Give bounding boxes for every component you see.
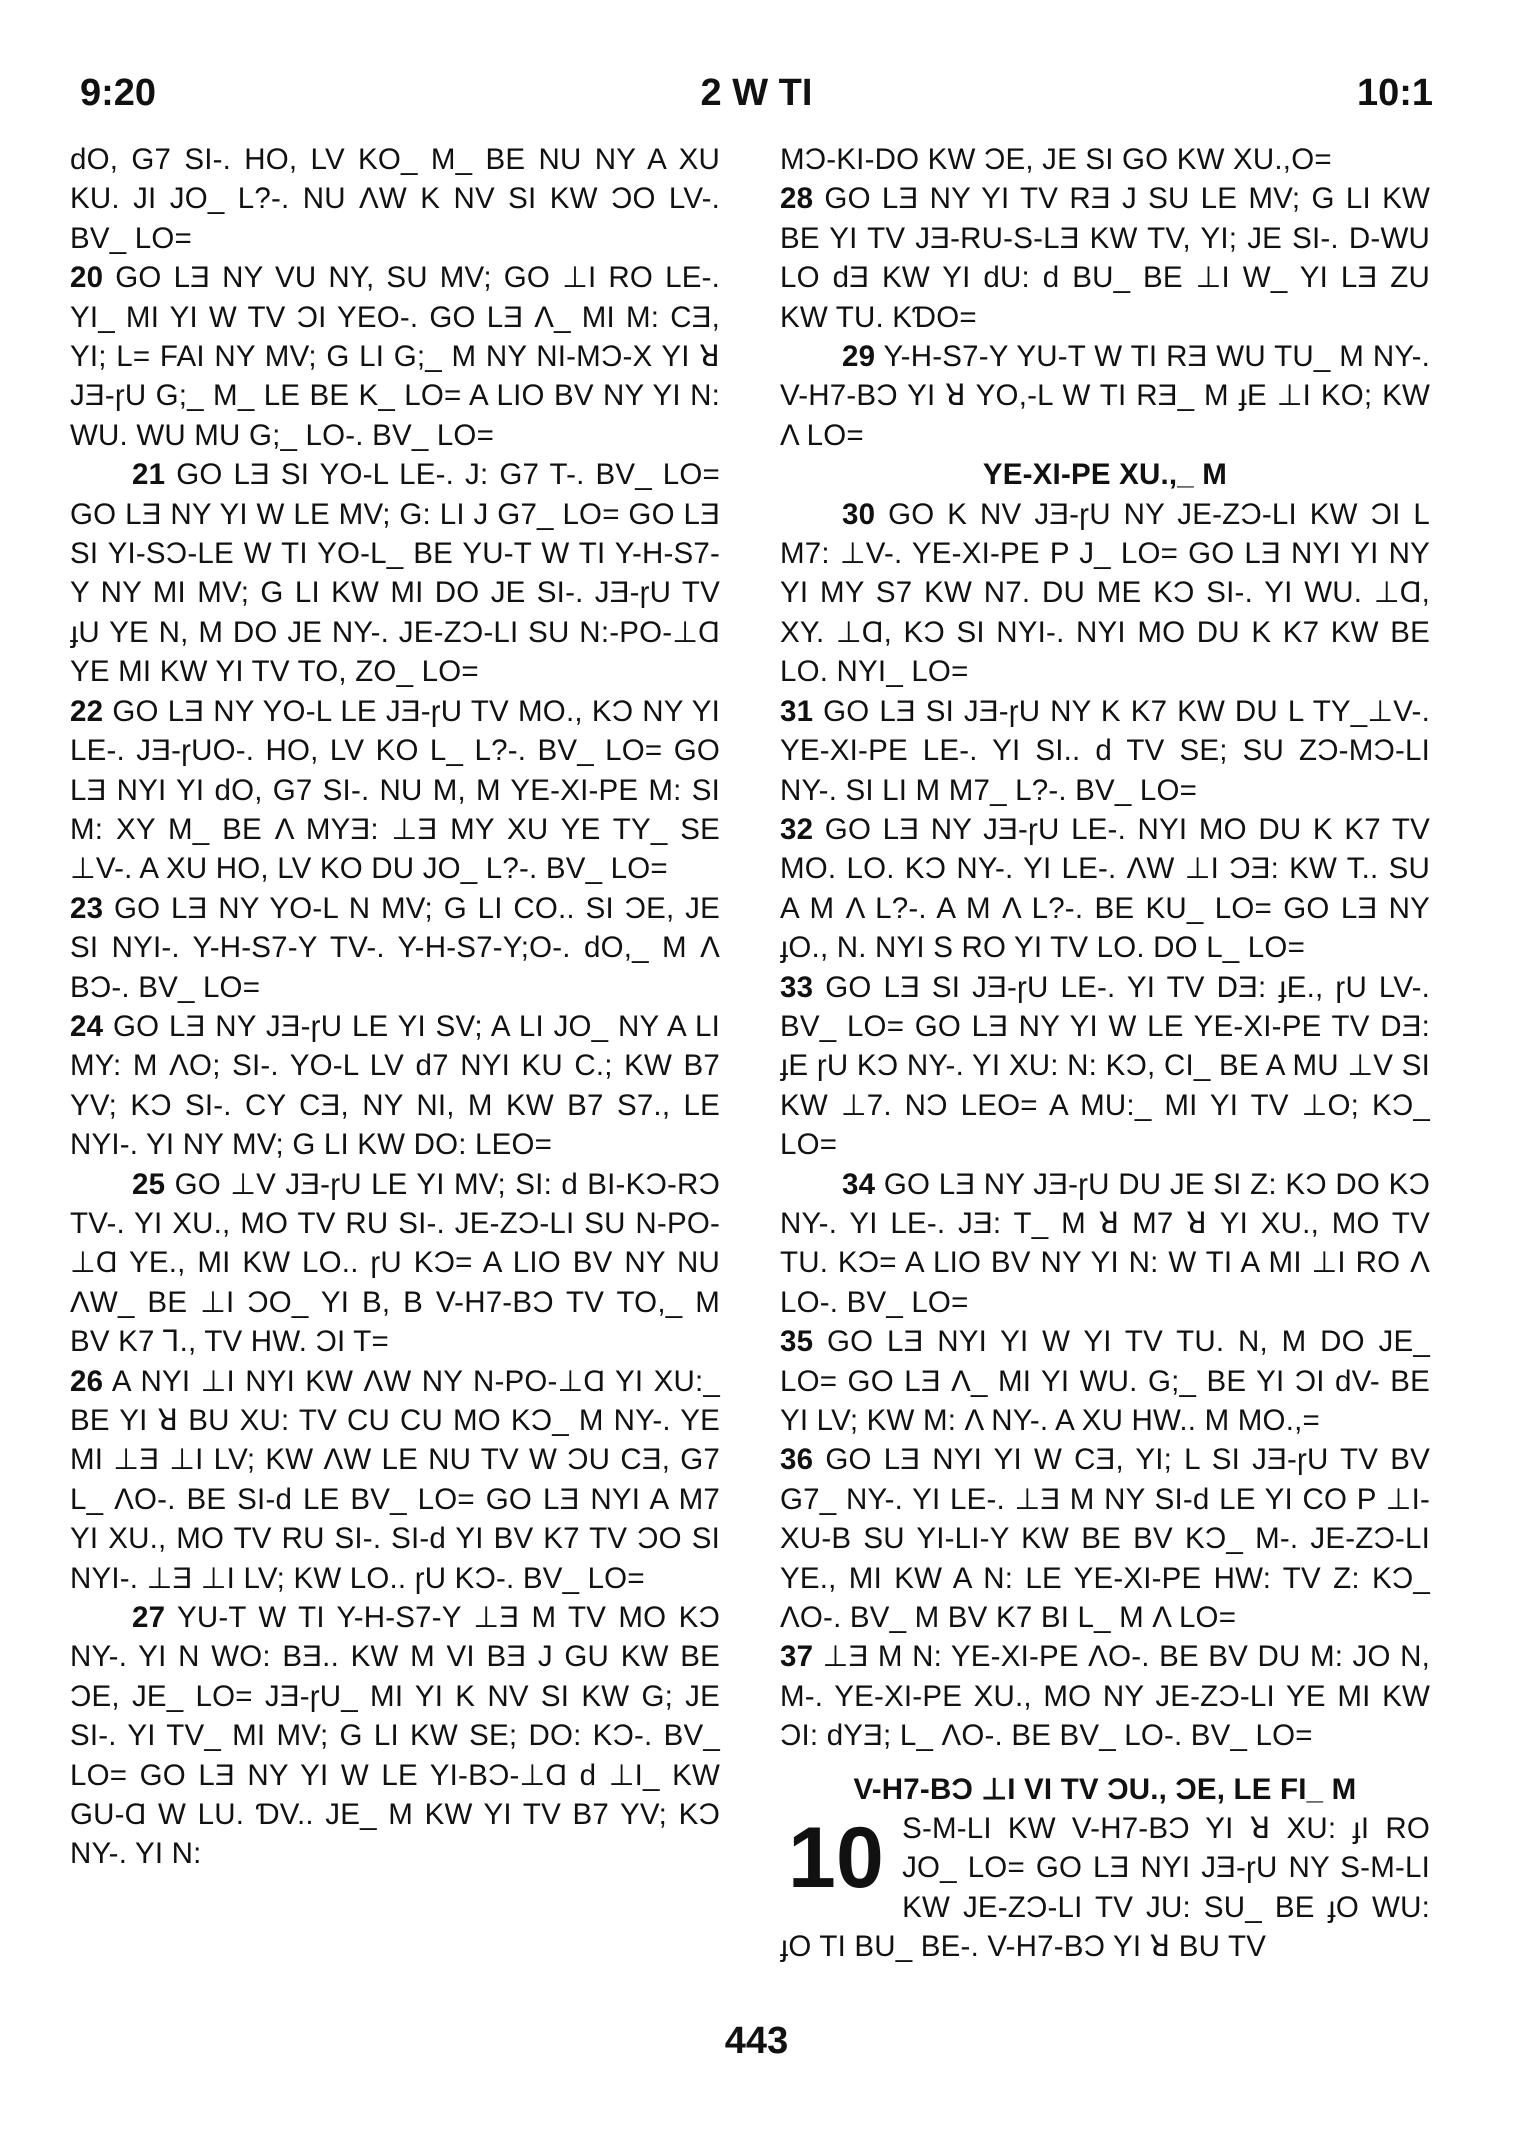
verse-number: 28 [780,182,814,216]
verse-paragraph [780,337,1430,455]
header-chapter-verse-start: 9:20 [80,72,157,114]
verse-text: Y-H-S7-Y YU-T W TI RƎ WU TU_ M NY-. V-H7-BƆ YI ꓤ YO,-L W TI RƎ_ M ɟE ⊥I KO; KW Λ LO= [780,340,1430,452]
verse-paragraph [70,1007,720,1165]
verse-paragraph [780,1440,1430,1637]
running-header [80,72,1433,122]
verse-paragraph [780,495,1430,692]
left-text-column [70,140,720,1874]
right-column-verses-main [780,495,1430,1756]
verse-text: YU-T W TI Y-H-S7-Y ⊥Ǝ M TV MO KƆ NY-. YI N WO: BƎ.. KW M VI BƎ J GU KW BE ƆE, JE_ LO= JƎ-ɼU_ MI YI K NV SI KW G; JE SI-. YI TV_ MI MV; G LI KW SE; DO: KƆ-. BV_ LO= GO LƎ NY YI W LE YI-BƆ-⊥Ɑ d ⊥I_ KW GU-Ɑ W LU. ƊV.. JE_ M KW YI TV B7 YV; KƆ NY-. YI N: [70,1601,720,1871]
verse-paragraph [70,889,720,1007]
verse-text: GO LƎ NY YO-L LE JƎ-ɼU TV MO., KƆ NY YI LE-. JƎ-ɼUO-. HO, LV KO L_ L?-. BV_ LO= GO LƎ NYI YI dO, G7 SI-. NU M, M YE-XI-PE M: SI M: XY M_ BE Λ MYƎ: ⊥Ǝ MY XU YE TY_ SE ⊥V-. A XU HO, LV KO DU JO_ L?-. BV_ LO= [70,694,720,886]
verse-number: 25 [132,1167,166,1201]
chapter-first-verse: S-M-LI KW V-H7-BƆ YI ꓤ XU: ɟI RO JO_ LO= GO LƎ NYI JƎ-ɼU NY S-M-LI KW JE-ZƆ-LI TV JU: SU_ BE ɟO WU: ɟO TI BU_ BE-. V-H7-BƆ YI ꓤ BU TV [780,1812,1430,1964]
verse-text: dO, G7 SI-. HO, LV KO_ M_ BE NU NY A XU KU. JI JO_ L?-. NU ΛW K NV SI KW ƆO LV-. BV_ LO= [70,143,720,255]
verse-paragraph [780,692,1430,810]
right-text-column [780,140,1430,1967]
verse-text: MƆ-KI-DO KW ƆE, JE SI GO KW XU.,O= [780,143,1332,176]
verse-text: GO LƎ NY JƎ-ɼU DU JE SI Z: KƆ DO KƆ NY-. YI LE-. JƎ: T_ M ꓤ M7 ꓤ YI XU., MO TV TU. KƆ= A LIO BV NY YI N: W TI A MI ⊥I RO Λ LO-. BV_ LO= [780,1167,1430,1319]
verse-number: 29 [842,340,876,374]
verse-paragraph [70,455,720,691]
verse-text: A NYI ⊥I NYI KW ΛW NY N-PO-⊥Ɑ YI XU:_ BE YI ꓤ BU XU: TV CU CU MO KƆ_ M NY-. YE MI ⊥Ǝ ⊥I LV; KW ΛW LE NU TV W ƆU CƎ, G7 L_ ΛO-. BE SI-d LE BV_ LO= GO LƎ NYI A M7 YI XU., MO TV RU SI-. SI-d YI BV K7 TV ƆO SI NYI-. ⊥Ǝ ⊥I LV; KW LO.. ɼU KƆ-. BV_ LO= [70,1364,720,1595]
verse-paragraph [780,1165,1430,1323]
verse-paragraph [70,1598,720,1874]
verse-paragraph [780,810,1430,968]
verse-paragraph [780,1637,1430,1755]
verse-number: 22 [70,694,104,728]
verse-text: GO LƎ NY VU NY, SU MV; GO ⊥I RO LE-. YI_ MI YI W TV ƆI YEO-. GO LƎ Λ_ MI M: CƎ, YI; L= FAI NY MV; G LI G;_ M NY NI-MƆ-X YI ꓤ JƎ-ɼU G;_ M_ LE BE K_ LO= A LIO BV NY YI N: WU. WU MU G;_ LO-. BV_ LO= [70,261,720,452]
verse-text: GO LƎ NY JƎ-ɼU LE YI SV; A LI JO_ NY A LI MY: M ΛO; SI-. YO-L LV d7 NYI KU C.; KW B7 YV; KƆ SI-. CY CƎ, NY NI, M KW B7 S7., LE NYI-. YI NY MV; G LI KW DO: LEO= [70,1009,720,1162]
verse-text: ⊥Ǝ M N: YE-XI-PE ΛO-. BE BV DU M: JO N, M-. YE-XI-PE XU., MO NY JE-ZƆ-LI YE MI KW ƆI: dYƎ; L_ ΛO-. BE BV_ LO-. BV_ LO= [780,1640,1430,1753]
verse-text: GO LƎ SI YO-L LE-. J: G7 T-. BV_ LO= GO LƎ NY YI W LE MV; G: LI J G7_ LO= GO LƎ SI YI-SƆ-LE W TI YO-L_ BE YU-T W TI Y-H-S7-Y NY MI MV; G LI KW MI DO JE SI-. JƎ-ɼU TV ɟU YE N, M DO JE NY-. JE-ZƆ-LI SU N:-PO-⊥Ɑ YE MI KW YI TV TO, ZO_ LO= [70,458,720,689]
chapter-start [780,1809,1430,1967]
verse-number: 24 [70,1009,104,1043]
verse-text: GO LƎ NY JƎ-ɼU LE-. NYI MO DU K K7 TV MO. LO. KƆ NY-. YI LE-. ΛW ⊥I ƆƎ: KW T.. SU A M Λ L?-. A M Λ L?-. BE KU_ LO= GO LƎ NY ɟO., N. NYI S RO YI TV LO. DO L_ LO= [780,812,1430,965]
verse-number: 30 [842,497,876,531]
header-book-title: 2 W TI [700,72,813,114]
verse-paragraph [70,1165,720,1362]
verse-text: GO LƎ SI JƎ-ɼU LE-. YI TV DƎ: ɟE., ɼU LV-. BV_ LO= GO LƎ NY YI W LE YE-XI-PE TV DƎ: ɟE ɼU KƆ NY-. YI XU: N: KƆ, CI_ BE A MU ⊥V SI KW ⊥7. NƆ LEO= A MU:_ MI YI TV ⊥O; KƆ_ LO= [780,970,1430,1162]
verse-paragraph [70,692,720,889]
verse-paragraph [70,258,720,455]
verse-number: 34 [842,1167,876,1201]
verse-number: 27 [132,1601,166,1635]
verse-number: 21 [132,458,166,492]
verse-paragraph [70,140,720,258]
verse-number: 35 [780,1325,814,1359]
verse-number: 26 [70,1364,104,1398]
verse-number: 32 [780,812,814,846]
verse-number: 33 [780,970,814,1004]
verse-text: GO LƎ NYI YI W YI TV TU. N, M DO JE_ LO= GO LƎ Λ_ MI YI WU. G;_ BE YI ƆI dV- BE YI LV; KW M: Λ NY-. A XU HW.. M MO.,= [780,1325,1430,1437]
right-column-verses-top [780,140,1430,455]
verse-text: GO LƎ SI JƎ-ɼU NY K K7 KW DU L TY_⊥V-. YE-XI-PE LE-. YI SI.. d TV SE; SU ZƆ-MƆ-LI NY-. SI LI M M7_ L?-. BV_ LO= [780,694,1430,807]
header-chapter-verse-end: 10:1 [1356,72,1433,114]
page-number: 443 [724,2020,789,2062]
verse-number: 20 [70,261,104,295]
verse-number: 23 [70,891,104,925]
verse-paragraph [780,1322,1430,1440]
verse-text: GO LƎ NYI YI W CƎ, YI; L SI JƎ-ɼU TV BV G7_ NY-. YI LE-. ⊥Ǝ M NY SI-d LE YI CO P ⊥I-XU-B SU YI-LI-Y KW BE BV KƆ_ M-. JE-ZƆ-LI YE., MI KW A N: LE YE-XI-PE HW: TV Z: KƆ_ ΛO-. BV_ M BV K7 BI L_ M Λ LO= [780,1443,1430,1635]
verse-paragraph [780,968,1430,1165]
verse-number: 36 [780,1443,814,1477]
verse-text: GO ⊥V JƎ-ɼU LE YI MV; SI: d BI-KƆ-RƆ TV-. YI XU., MO TV RU SI-. JE-ZƆ-LI SU N-PO-⊥Ɑ YE., MI KW LO.. ɼU KƆ= A LIO BV NY NU ΛW_ BE ⊥I ƆO_ YI B, B V-H7-BƆ TV TO,_ M BV K7 ⅂., TV HW. ƆI T= [70,1167,720,1359]
verse-text: GO LƎ NY YI TV RƎ J SU LE MV; G LI KW BE YI TV JƎ-RU-S-LƎ KW TV, YI; JE SI-. D-WU LO dƎ KW YI dU: d BU_ BE ⊥I W_ YI LƎ ZU KW TU. KƊO= [780,182,1430,334]
verse-text: GO LƎ NY YO-L N MV; G LI CO.. SI ƆE, JE SI NYI-. Y-H-S7-Y TV-. Y-H-S7-Y;O-. dO,_ M Λ BƆ-. BV_ LO= [70,891,720,1004]
chapter-number: 10 [788,1810,885,1907]
section-heading: YE-XI-PE XU.,_ M [982,458,1228,492]
verse-paragraph [780,140,1430,179]
verse-text: GO K NV JƎ-ɼU NY JE-ZƆ-LI KW ƆI L M7: ⊥V-. YE-XI-PE P J_ LO= GO LƎ NYI YI NY YI MY S7 KW N7. DU ME KƆ SI-. YI WU. ⊥Ɑ, XY. ⊥Ɑ, KƆ SI NYI-. NYI MO DU K K7 KW BE LO. NYI_ LO= [780,497,1430,689]
verse-number: 37 [780,1640,814,1674]
verse-number: 31 [780,694,814,728]
verse-paragraph [780,179,1430,337]
section-heading: V-H7-BƆ ⊥I VI TV ƆU., ƆE, LE FI_ M [853,1772,1357,1806]
verse-paragraph [70,1362,720,1598]
